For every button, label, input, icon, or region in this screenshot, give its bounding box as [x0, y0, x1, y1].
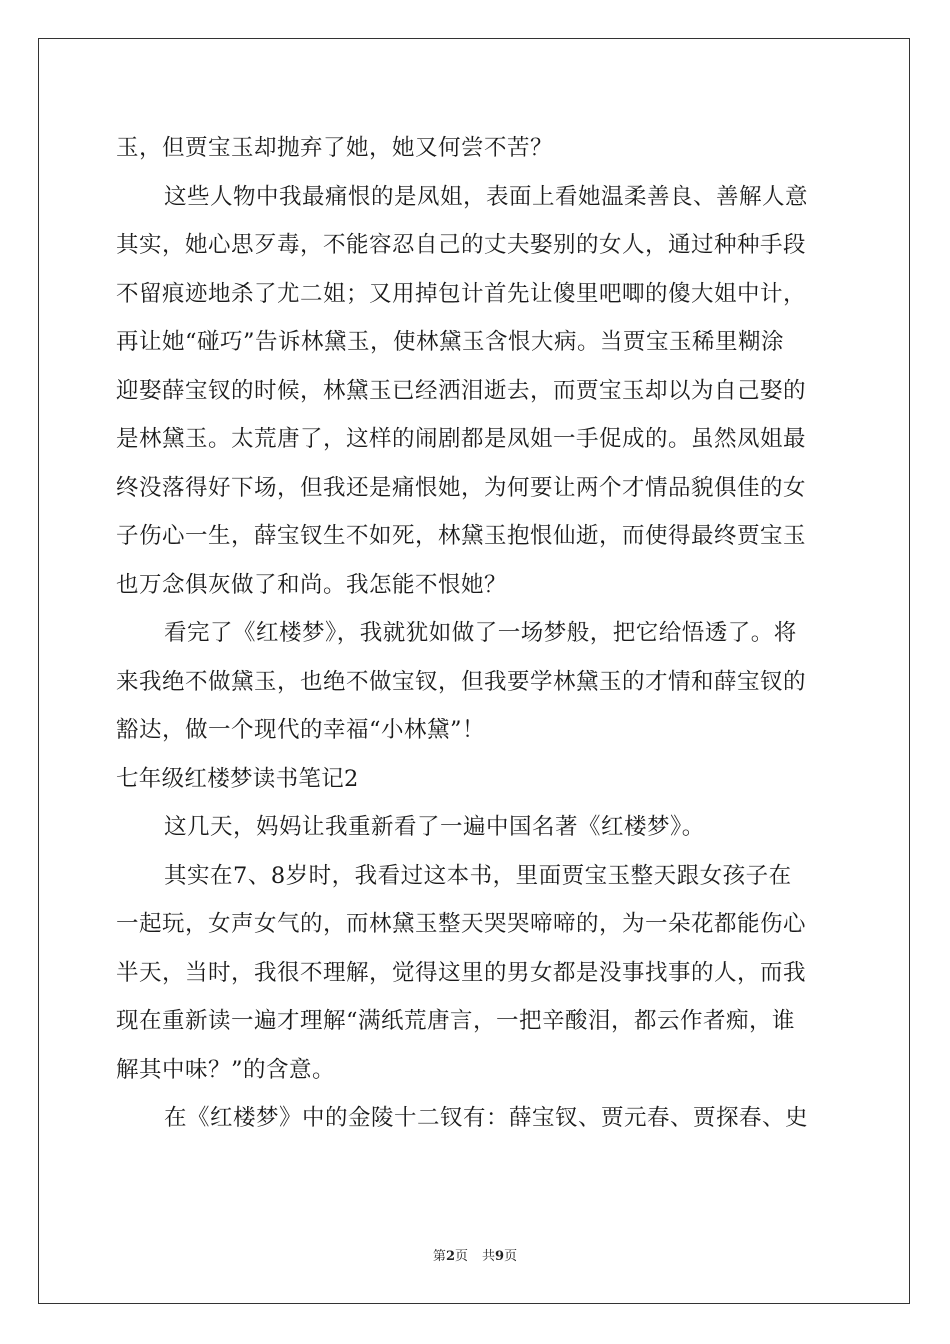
text-line-6: 迎娶薛宝钗的时候，林黛玉已经洒泪逝去，而贾宝玉却以为自己娶的	[116, 377, 807, 404]
page-footer	[0, 1245, 950, 1264]
text-line-9: 子伤心一生，薛宝钗生不如死，林黛玉抱恨仙逝，而使得最终贾宝玉	[116, 523, 807, 549]
text-line-10: 也万念俱灰做了和尚。我怎能不恨她？	[116, 571, 508, 598]
text-line-18: 半天，当时，我很不理解，觉得这里的男女都是没事找事的人，而我	[116, 959, 807, 986]
page-total-number: 9	[495, 1249, 505, 1264]
text-line-20: 解其中味？”的含意。	[116, 1056, 336, 1083]
text-line-3: 其实，她心思歹毒，不能容忍自己的丈夫娶别的女人，通过种种手段	[116, 232, 807, 258]
page-suffix: 页	[454, 1249, 468, 1264]
text-line-7: 是林黛玉。太荒唐了，这样的闹剧都是凤姐一手促成的。虽然凤姐最	[116, 426, 807, 452]
text-line-4: 不留痕迹地杀了尤二姐；又用掉包计首先让傻里吧唧的傻大姐中计，	[116, 280, 807, 307]
page-prefix: 第	[432, 1249, 446, 1264]
text-line-19: 现在重新读一遍才理解“满纸荒唐言，一把辛酸泪，都云作者痴，谁	[116, 1008, 796, 1034]
text-line-8: 终没落得好下场，但我还是痛恨她，为何要让两个才情品貌俱佳的女	[116, 474, 807, 501]
text-line-1: 玉，但贾宝玉却抛弃了她，她又何尝不苦？	[116, 135, 554, 161]
text-line-17: 一起玩，女声女气的，而林黛玉整天哭哭啼啼的，为一朵花都能伤心	[116, 911, 807, 937]
text-line-15: 这几天，妈妈让我重新看了一遍中国名著《红楼梦》。	[164, 814, 705, 840]
text-line-12: 来我绝不做黛玉，也绝不做宝钗，但我要学林黛玉的才情和薛宝钗的	[116, 668, 807, 695]
document-body	[116, 124, 834, 1143]
text-line-2: 这些人物中我最痛恨的是凤姐，表面上看她温柔善良、善解人意	[164, 183, 809, 210]
text-line-21: 在《红楼梦》中的金陵十二钗有：薛宝钗、贾元春、贾探春、史	[164, 1105, 809, 1131]
text-line-16: 其实在7、8岁时，我看过这本书，里面贾宝玉整天跟女孩子在	[164, 862, 792, 889]
section-heading: 七年级红楼梦读书笔记2	[116, 765, 359, 792]
text-line-11: 看完了《红楼梦》，我就犹如做了一场梦般，把它给悟透了。将	[164, 620, 797, 646]
total-suffix: 页	[504, 1249, 518, 1264]
text-line-5: 再让她“碰巧”告诉林黛玉，使林黛玉含恨大病。当贾宝玉稀里糊涂	[116, 329, 785, 355]
total-prefix: 共	[482, 1249, 496, 1264]
text-line-13: 豁达，做一个现代的幸福“小林黛”！	[116, 717, 486, 743]
page-current-number: 2	[445, 1249, 455, 1264]
